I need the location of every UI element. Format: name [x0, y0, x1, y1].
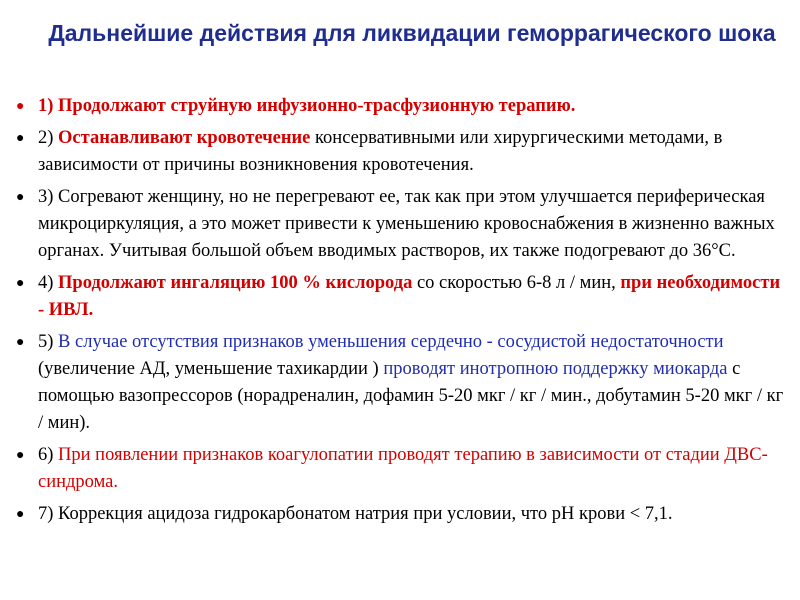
list-item-6 [16, 442, 788, 496]
item-text: 7) Коррекция ацидоза гидрокарбонатом натрия при условии, что рН крови < 7,1. [38, 504, 673, 524]
bullet-icon: ● [16, 507, 25, 522]
list-item-5 [16, 329, 788, 437]
list-item-3 [16, 184, 788, 265]
bullet-icon: ● [16, 335, 25, 350]
bullet-icon: ● [16, 276, 25, 291]
item-text: 5) В случае отсутствия признаков уменьшения сердечно - сосудистой недостаточности (увеличение АД, уменьшение тахикардии ) проводят инотропною поддержку миокарда с помощью вазопрессоров (норадреналин, дофамин 5-20 мкг / кг / мин., добутамин 5-20 мкг / кг / мин). [38, 332, 784, 433]
list-item-1 [16, 93, 788, 120]
bullet-icon: ● [16, 448, 25, 463]
list-item-7 [16, 501, 788, 528]
item-text: 2) Останавливают кровотечение консервативными или хирургическими методами, в зависимости от причины возникновения кровотечения. [38, 128, 723, 175]
item-text: 6) При появлении признаков коагулопатии проводят терапию в зависимости от стадии ДВС-синдрома. [38, 445, 768, 492]
bullet-icon: ● [16, 99, 25, 114]
action-list [16, 93, 788, 533]
item-text: 3) Согревают женщину, но не перегревают ее, так как при этом улучшается периферическая микроциркуляция, а это может привести к уменьшению кровоснабжения в жизненно важных органах. Учитывая большой объем вводимых растворов, их также подогревают до 36°С. [38, 187, 775, 261]
list-item-4 [16, 270, 788, 324]
list-item-2 [16, 125, 788, 179]
item-text: 1) Продолжают струйную инфузионно-трасфузионную терапию. [38, 96, 576, 116]
slide-title: Дальнейшие действия для ликвидации геморрагического шока [48, 20, 776, 46]
item-text: 4) Продолжают ингаляцию 100 % кислорода со скоростью 6-8 л / мин, при необходимости - ИВЛ. [38, 273, 781, 320]
bullet-icon: ● [16, 190, 25, 205]
bullet-icon: ● [16, 131, 25, 146]
